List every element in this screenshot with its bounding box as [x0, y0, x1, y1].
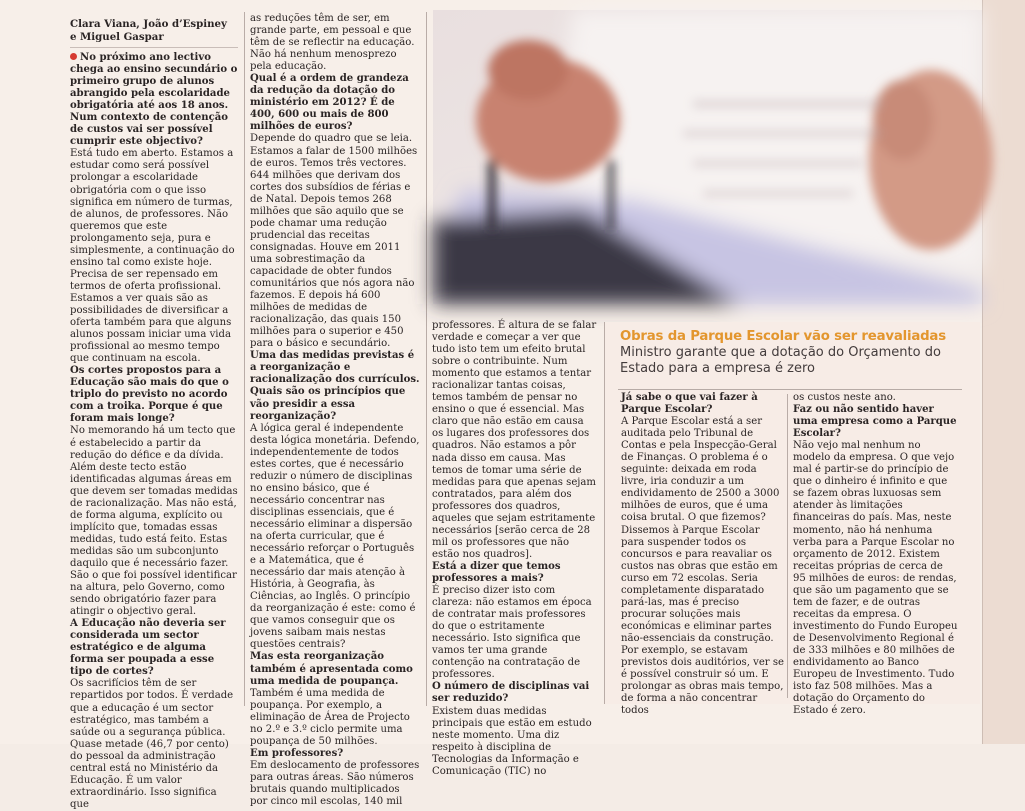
paragraph-text: Em deslocamento de professores para outras áreas. São números brutais quando multiplicados por cinco mil escolas, 140 mil [250, 759, 420, 808]
photo-hands-papers [433, 10, 982, 304]
question-paragraph [250, 651, 420, 687]
paragraph-text: Está a dizer que temos professores a mais? [432, 560, 561, 584]
answer-paragraph [250, 688, 420, 748]
sidebar-column-1-text [621, 392, 786, 717]
paragraph-text: A lógica geral é independente desta lógica monetária. Defendo, independentemente de todos estes cortes, que é necessário reduzir o número de disciplinas no ensino básico, que é necessário concentrar nas disciplinas essenciais, que é necessário eliminar a dispersão na oferta curricular, que é necessário reforçar o Português e a Matemática, que é necessário dar mais atenção à História, à Geografia, às Ciências, ao Inglês. O princípio da reorganização é este: como é que vamos conseguir que os jovens saibam mais nestas questões centrais? [250, 422, 420, 651]
paragraph-text: Existem duas medidas principais que estão em estudo neste momento. Uma diz respeito à disciplina de Tecnologias da Informação e Comunicação (TIC) no [432, 705, 592, 777]
column-divider [244, 12, 245, 706]
byline-line-2: e Miguel Gaspar [70, 31, 164, 43]
sidebar-border-left [604, 322, 605, 704]
answer-paragraph [432, 706, 598, 778]
question-paragraph [621, 392, 786, 416]
answer-paragraph [432, 585, 598, 681]
byline [70, 18, 238, 48]
answer-paragraph [250, 133, 420, 350]
question-paragraph [70, 52, 238, 148]
question-paragraph [70, 618, 238, 678]
sidebar-rule [618, 389, 962, 390]
article-column-2 [250, 13, 420, 808]
answer-paragraph [70, 425, 238, 618]
sidebar-column-1 [621, 392, 786, 717]
paragraph-text: É preciso dizer isto com clareza: não estamos em época de contratar mais professores do que o estritamente necessário. Isto significa que vamos ter uma grande contenção na contratação de professores. [432, 585, 592, 681]
question-paragraph [70, 365, 238, 425]
paragraph-text: Já sabe o que vai fazer à Parque Escolar? [621, 392, 758, 416]
column-divider [426, 12, 427, 706]
paragraph-text: Mas esta reorganização também é apresentada como uma medida de poupança. [250, 651, 413, 687]
sidebar-column-2-text [793, 392, 958, 717]
red-bullet-icon [70, 53, 77, 60]
answer-paragraph [621, 416, 786, 717]
paragraph-text: Também é uma medida de poupança. Por exemplo, a eliminação de Área de Projecto no 2.º e 3.º ciclo permite uma poupança de 50 milhões. [250, 687, 410, 747]
answer-paragraph [250, 760, 420, 808]
paragraph-text: O número de disciplinas vai ser reduzido? [432, 681, 590, 705]
paragraph-text: Em professores? [250, 747, 344, 759]
paragraph-text: Faz ou não sentido haver uma empresa como a Parque Escolar? [793, 404, 957, 440]
question-paragraph [432, 681, 598, 705]
paragraph-text: professores. É altura de se falar verdade e começar a ver que tudo isto tem um efeito brutal sobre o contribuinte. Num momento que estamos a tentar racionalizar tantas coisas, temos também de pensar no ensino o que é essencial. Mas claro que não estão em causa os lugares dos professores dos quadros. Não estamos a pôr nada disso em causa. Mas temos de tomar uma série de medidas para que apenas sejam contratados, para além dos professores dos quadros, aqueles que sejam estritamente necessários [serão cerca de 28 mil os professores que não estão nos quadros]. [432, 320, 597, 560]
paragraph-text: Os sacrifícios têm de ser repartidos por todos. É verdade que a educação é um sector estratégico, mas também a saúde ou a segurança pública. Quase metade (46,7 por cento) do pessoal da administração central está no Ministério da Educação. É um valor extraordinário. Isso significa que [70, 678, 234, 810]
answer-paragraph [70, 678, 238, 811]
article-column-1 [70, 18, 238, 810]
answer-paragraph [793, 440, 958, 717]
answer-paragraph [432, 320, 598, 561]
paragraph-text: A Educação não deveria ser considerada um sector estratégico e de alguma forma ser poupada a esse tipo de cortes? [70, 618, 226, 678]
answer-paragraph [250, 13, 420, 73]
answer-paragraph [250, 423, 420, 652]
paragraph-text: Os cortes propostos para a Educação são mais do que o triplo do previsto no acordo com a troika. Porque é que foram mais longe? [70, 365, 229, 425]
page-edge [982, 0, 1025, 744]
sidebar-column-2 [793, 392, 958, 717]
question-paragraph [793, 404, 958, 440]
paragraph-text: Uma das medidas previstas é a reorganização e racionalização dos currículos. Quais são os princípios que vão presidir a essa reorganização? [250, 350, 420, 422]
question-paragraph [432, 561, 598, 585]
answer-paragraph [793, 392, 958, 404]
paragraph-text: Qual é a ordem de grandeza da redução da dotação do ministério em 2012? É de 400, 600 ou mais de 800 milhões de euros? [250, 73, 409, 133]
column-1-text [70, 52, 238, 811]
paragraph-text: Depende do quadro que se leia. Estamos a falar de 1500 milhões de euros. Temos três vectores. 644 milhões que derivam dos cortes dos subsídios de férias e de Natal. Depois temos 268 milhões que são aquilo que se pode chamar uma redução prudencial das receitas consignadas. Houve em 2011 uma sobrestimação da capacidade de obter fundos comunitários que nós agora não fazemos. E depois há 600 milhões de medidas de racionalização, das quais 150 milhões para o superior e 450 para o básico e secundário. [250, 133, 418, 350]
byline-line-1: Clara Viana, João d’Espiney [70, 18, 227, 30]
paragraph-text: Não vejo mal nenhum no modelo da empresa. O que vejo mal é partir-se do princípio de que o dinheiro é infinito e que se fazem obras luxuosas sem atender às limitações financeiras do país. Mas, neste momento, não há nenhuma verba para a Parque Escolar no orçamento de 2012. Existem receitas próprias de cerca de 95 milhões de euros: de rendas, que são um pagamento que se tem de fazer, e de outras receitas da empresa. O investimento do Fundo Europeu de Desenvolvimento Regional é de 333 milhões e 80 milhões de endividamento ao Banco Europeu de Investimento. Tudo isto faz 508 milhões. Mas a dotação do Orçamento do Estado é zero. [793, 440, 958, 717]
paragraph-text: as reduções têm de ser, em grande parte, em pessoal e que têm de se reflectir na educação. Não há nenhum menosprezo pela educação. [250, 13, 415, 73]
sidebar-header [620, 328, 970, 377]
paragraph-text: A Parque Escolar está a ser auditada pelo Tribunal de Contas e pela Inspecção-Geral de Finanças. O problema é o seguinte: deixada em roda livre, iria conduzir a um endividamento de 2500 a 3000 milhões de euros, que é uma coisa brutal. O que fizemos? Dissemos à Parque Escolar para suspender todos os concursos e para reavaliar os custos nas obras que estão em curso em 72 escolas. Seria completamente disparatado pará-las, mas é preciso procurar soluções mais económicas e eliminar partes não-essenciais da construção. Por exemplo, se estavam previstos dois auditórios, ver se é possível construir só um. E prolongar as obras mais tempo, de forma a não concentrar todos [621, 416, 784, 717]
article-column-3 [432, 320, 598, 777]
article-photo [433, 10, 982, 304]
answer-paragraph [70, 148, 238, 365]
sidebar-subtitle: Ministro garante que a dotação do Orçamento do Estado para a empresa é zero [620, 345, 941, 376]
question-paragraph [250, 748, 420, 760]
column-2-text [250, 13, 420, 808]
question-paragraph [250, 350, 420, 422]
sidebar-title: Obras da Parque Escolar vão ser reavaliadas [620, 329, 946, 344]
paragraph-text: os custos neste ano. [793, 392, 896, 403]
paragraph-text: No memorando há um tecto que é estabelecido a partir da redução do défice e da dívida. Além deste tecto estão identificadas algumas áreas em que devem ser tomadas medidas de racionalização. Mas não está, de forma alguma, explícito ou implícito que, tomadas essas medidas, tudo está feito. Estas medidas são um subconjunto daquilo que é necessário fazer. São o que foi possível identificar na altura, pelo Governo, como sendo obrigatório fazer para atingir o objectivo geral. [70, 425, 238, 618]
paragraph-text: Está tudo em aberto. Estamos a estudar como será possível prolongar a escolaridade obrigatória com o que isso significa em número de turmas, de alunos, de professores. Não queremos que este prolongamento seja, pura e simplesmente, a continuação do ensino tal como existe hoje. Precisa de ser repensado em termos de oferta profissional. Estamos a ver quais são as possibilidades de diversificar a oferta também para que alguns alunos possam iniciar uma vida profissional ao mesmo tempo que continuam na escola. [70, 148, 235, 365]
sidebar-column-divider [787, 394, 788, 698]
question-paragraph [250, 73, 420, 133]
column-3-text [432, 320, 598, 778]
paragraph-text: No próximo ano lectivo chega ao ensino secundário o primeiro grupo de alunos abrangido pela escolaridade obrigatória até aos 18 anos. Num contexto de contenção de custos vai ser possível cumprir este objectivo? [70, 52, 238, 148]
